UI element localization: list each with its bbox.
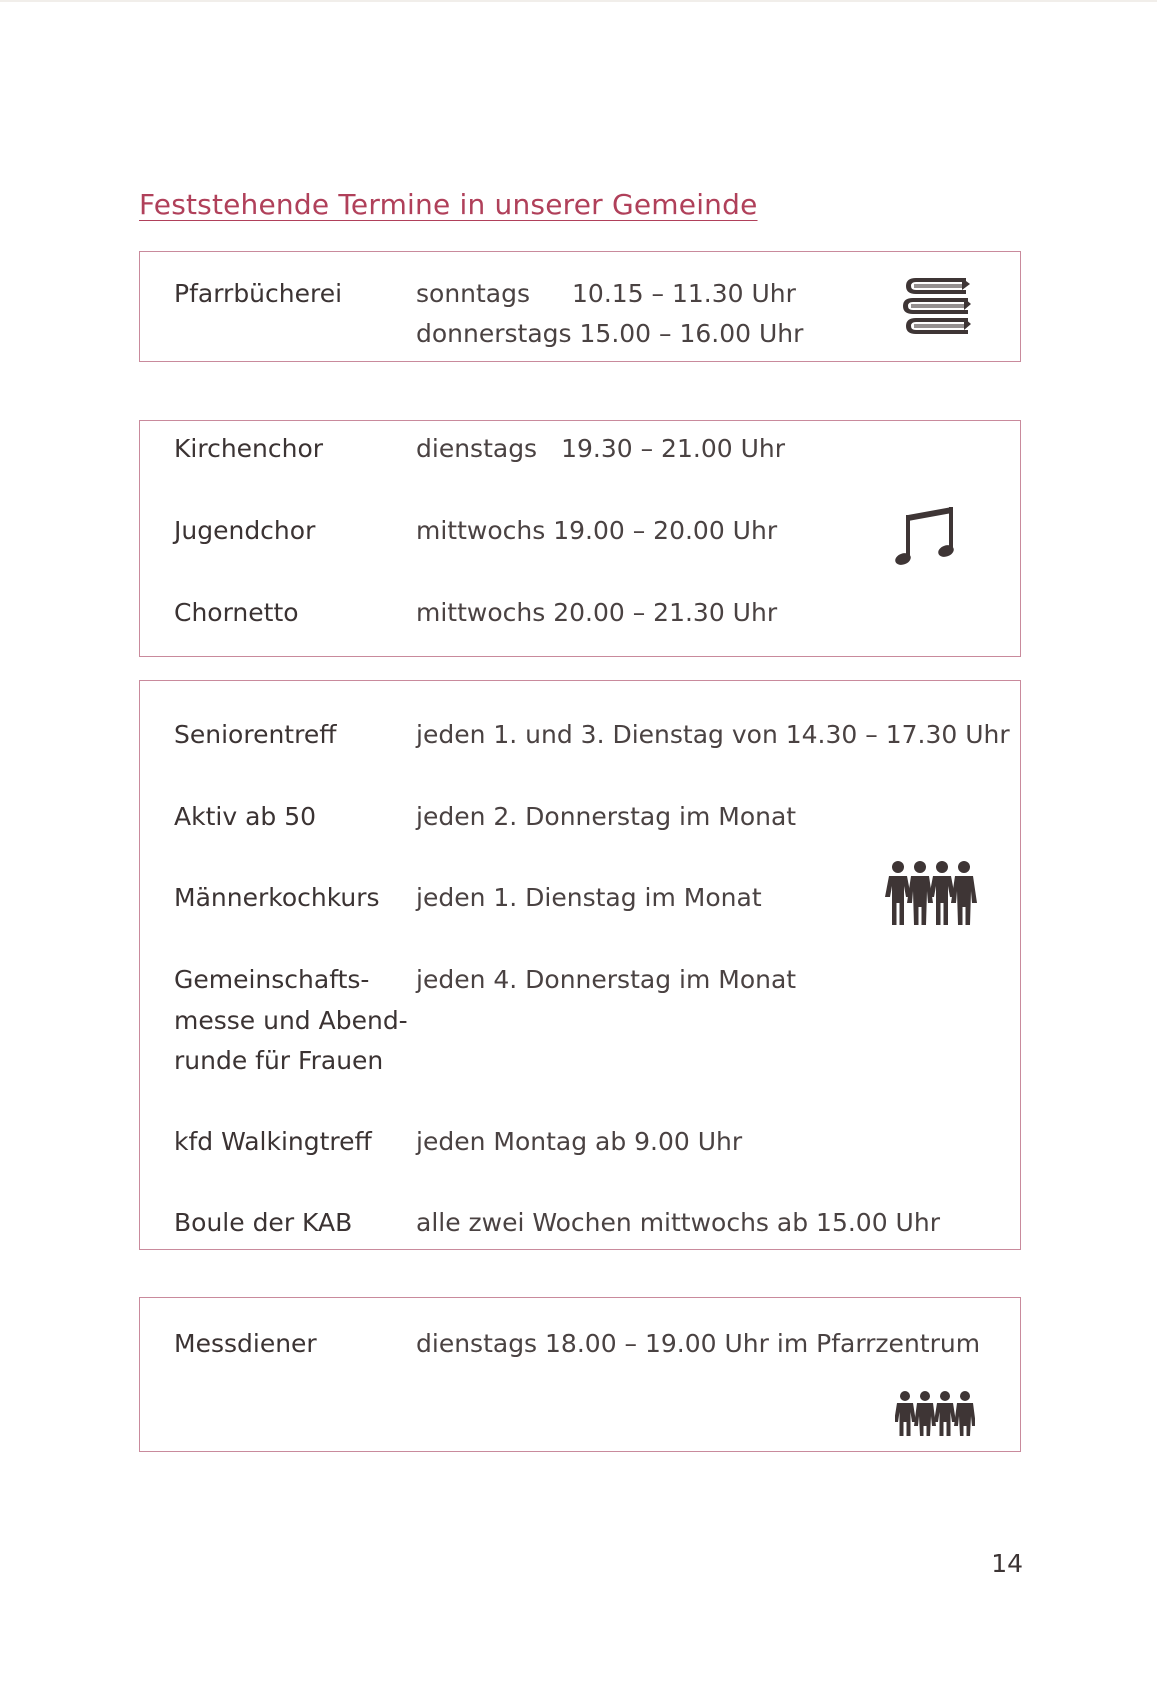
groups-box <box>139 680 1021 1250</box>
maennerkochkurs-label: Männerkochkurs <box>174 883 380 912</box>
choir-box <box>139 420 1021 657</box>
music-note-icon <box>894 503 960 569</box>
boule-label: Boule der KAB <box>174 1208 353 1237</box>
library-time-line1 <box>416 274 796 314</box>
top-edge-rule <box>0 0 1157 2</box>
jugendchor-time: mittwochs 19.00 – 20.00 Uhr <box>416 516 778 545</box>
kirchenchor-hours: 19.30 – 21.00 Uhr <box>561 434 785 463</box>
page-title: Feststehende Termine in unserer Gemeinde <box>139 188 758 221</box>
boule-time: alle zwei Wochen mittwochs ab 15.00 Uhr <box>416 1208 940 1237</box>
aktiv-ab-50-time: jeden 2. Donnerstag im Monat <box>416 802 797 831</box>
kirchenchor-time <box>416 429 785 469</box>
seniorentreff-time: jeden 1. und 3. Dienstag von 14.30 – 17.30 Uhr <box>416 720 1010 749</box>
library-label: Pfarrbücherei <box>174 279 343 308</box>
altar-servers-box <box>139 1297 1021 1452</box>
books-icon <box>900 276 972 344</box>
maennerkochkurs-time: jeden 1. Dienstag im Monat <box>416 883 762 912</box>
gemeinschaftsmesse-time: jeden 4. Donnerstag im Monat <box>416 965 797 994</box>
messdiener-time: dienstags 18.00 – 19.00 Uhr im Pfarrzentrum <box>416 1329 981 1358</box>
kirchenchor-label: Kirchenchor <box>174 434 324 463</box>
gemeinschaftsmesse-label-2: messe und Abend- <box>174 1006 408 1035</box>
children-group-icon <box>895 1390 975 1438</box>
walkingtreff-label: kfd Walkingtreff <box>174 1127 372 1156</box>
library-day-sunday: sonntags <box>416 279 531 308</box>
walkingtreff-time: jeden Montag ab 9.00 Uhr <box>416 1127 743 1156</box>
seniorentreff-label: Seniorentreff <box>174 720 337 749</box>
page-number: 14 <box>991 1549 1023 1578</box>
messdiener-label: Messdiener <box>174 1329 317 1358</box>
kirchenchor-day: dienstags <box>416 434 538 463</box>
aktiv-ab-50-label: Aktiv ab 50 <box>174 802 317 831</box>
chornetto-label: Chornetto <box>174 598 299 627</box>
group-people-icon <box>884 859 978 927</box>
gemeinschaftsmesse-label-3: runde für Frauen <box>174 1046 384 1075</box>
chornetto-time: mittwochs 20.00 – 21.30 Uhr <box>416 598 778 627</box>
library-time-line2: donnerstags 15.00 – 16.00 Uhr <box>416 319 804 348</box>
library-box <box>139 251 1021 362</box>
gemeinschaftsmesse-label-1: Gemeinschafts- <box>174 965 370 994</box>
jugendchor-label: Jugendchor <box>174 516 316 545</box>
library-time-sunday: 10.15 – 11.30 Uhr <box>572 279 796 308</box>
